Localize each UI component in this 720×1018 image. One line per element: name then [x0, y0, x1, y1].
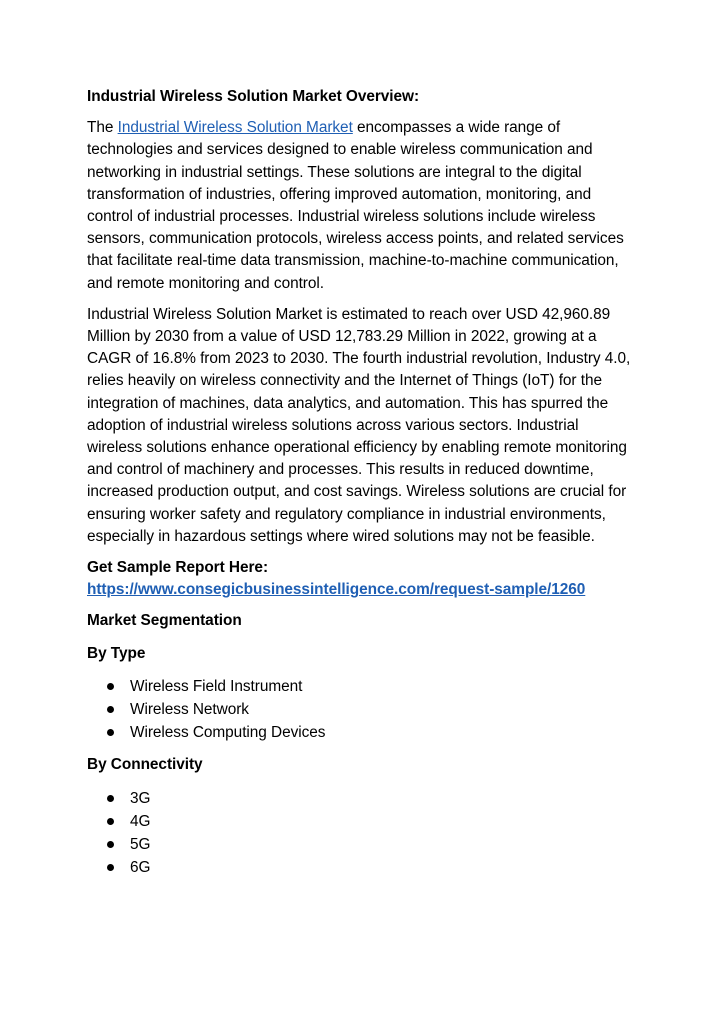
overview-paragraph-2: Industrial Wireless Solution Market is estimated to reach over USD 42,960.89 Million by 2030 from a value of USD 12,783.29 Million in 2022, growing at a CAGR of 16.8% from 2023 to 2030. The fourth industrial revolution, Industry 4.0, relies heavily on wireless connectivity and the Internet of Things (IoT) for the integration of machines, data analytics, and automation. This has spurred the adoption of industrial wireless solutions across various sectors. Industrial wireless solutions enhance operational efficiency by enabling remote monitoring and control of machinery and processes. This results in reduced downtime, increased production output, and cost savings. Wireless solutions are crucial for ensuring worker safety and regulatory compliance in industrial environments, especially in hazardous settings where wired solutions may not be feasible.: [87, 305, 631, 545]
by-type-list: [87, 675, 632, 745]
list-item-label: Wireless Network: [130, 701, 249, 719]
bullet-icon: [107, 841, 114, 848]
sample-report-label: Get Sample Report Here:: [87, 559, 269, 577]
list-item-label: 4G: [130, 812, 151, 830]
list-item-label: Wireless Computing Devices: [130, 724, 326, 742]
market-segmentation-heading: Market Segmentation: [87, 612, 242, 630]
bullet-icon: [107, 818, 114, 825]
bullet-icon: [107, 795, 114, 802]
list-item: [87, 721, 632, 744]
list-item: [87, 698, 632, 721]
bullet-icon: [107, 706, 114, 713]
list-item: [87, 833, 632, 856]
by-connectivity-heading: By Connectivity: [87, 756, 203, 774]
overview-heading: Industrial Wireless Solution Market Overview:: [87, 88, 420, 105]
list-item-label: 5G: [130, 836, 151, 854]
list-item: [87, 675, 632, 698]
list-item: [87, 787, 632, 810]
overview-paragraph-1: [87, 117, 632, 295]
list-item-label: 6G: [130, 859, 151, 877]
list-item-label: Wireless Field Instrument: [130, 677, 303, 695]
list-item: [87, 856, 632, 879]
list-item: [87, 810, 632, 833]
market-link[interactable]: Industrial Wireless Solution Market: [117, 119, 353, 137]
bullet-icon: [107, 683, 114, 690]
overview-paragraph-1-rest: encompasses a wide range of technologies and services designed to enable wireless communication and networking in industrial settings. These solutions are integral to the digital transformation of industries, offering improved automation, monitoring, and control of industrial processes. Industrial wireless solutions include wireless sensors, communication protocols, wireless access points, and related services that facilitate real-time data transmission, machine-to-machine communication, and remote monitoring and control.: [87, 119, 624, 292]
bullet-icon: [107, 729, 114, 736]
by-type-heading: By Type: [87, 644, 146, 662]
bullet-icon: [107, 864, 114, 871]
sample-report-link[interactable]: https://www.consegicbusinessintelligence.com/request-sample/1260: [87, 581, 586, 599]
sample-report-block: [87, 557, 632, 601]
by-connectivity-list: [87, 787, 632, 880]
list-item-label: 3G: [130, 789, 151, 807]
overview-paragraph-1-prefix: The: [87, 119, 118, 137]
